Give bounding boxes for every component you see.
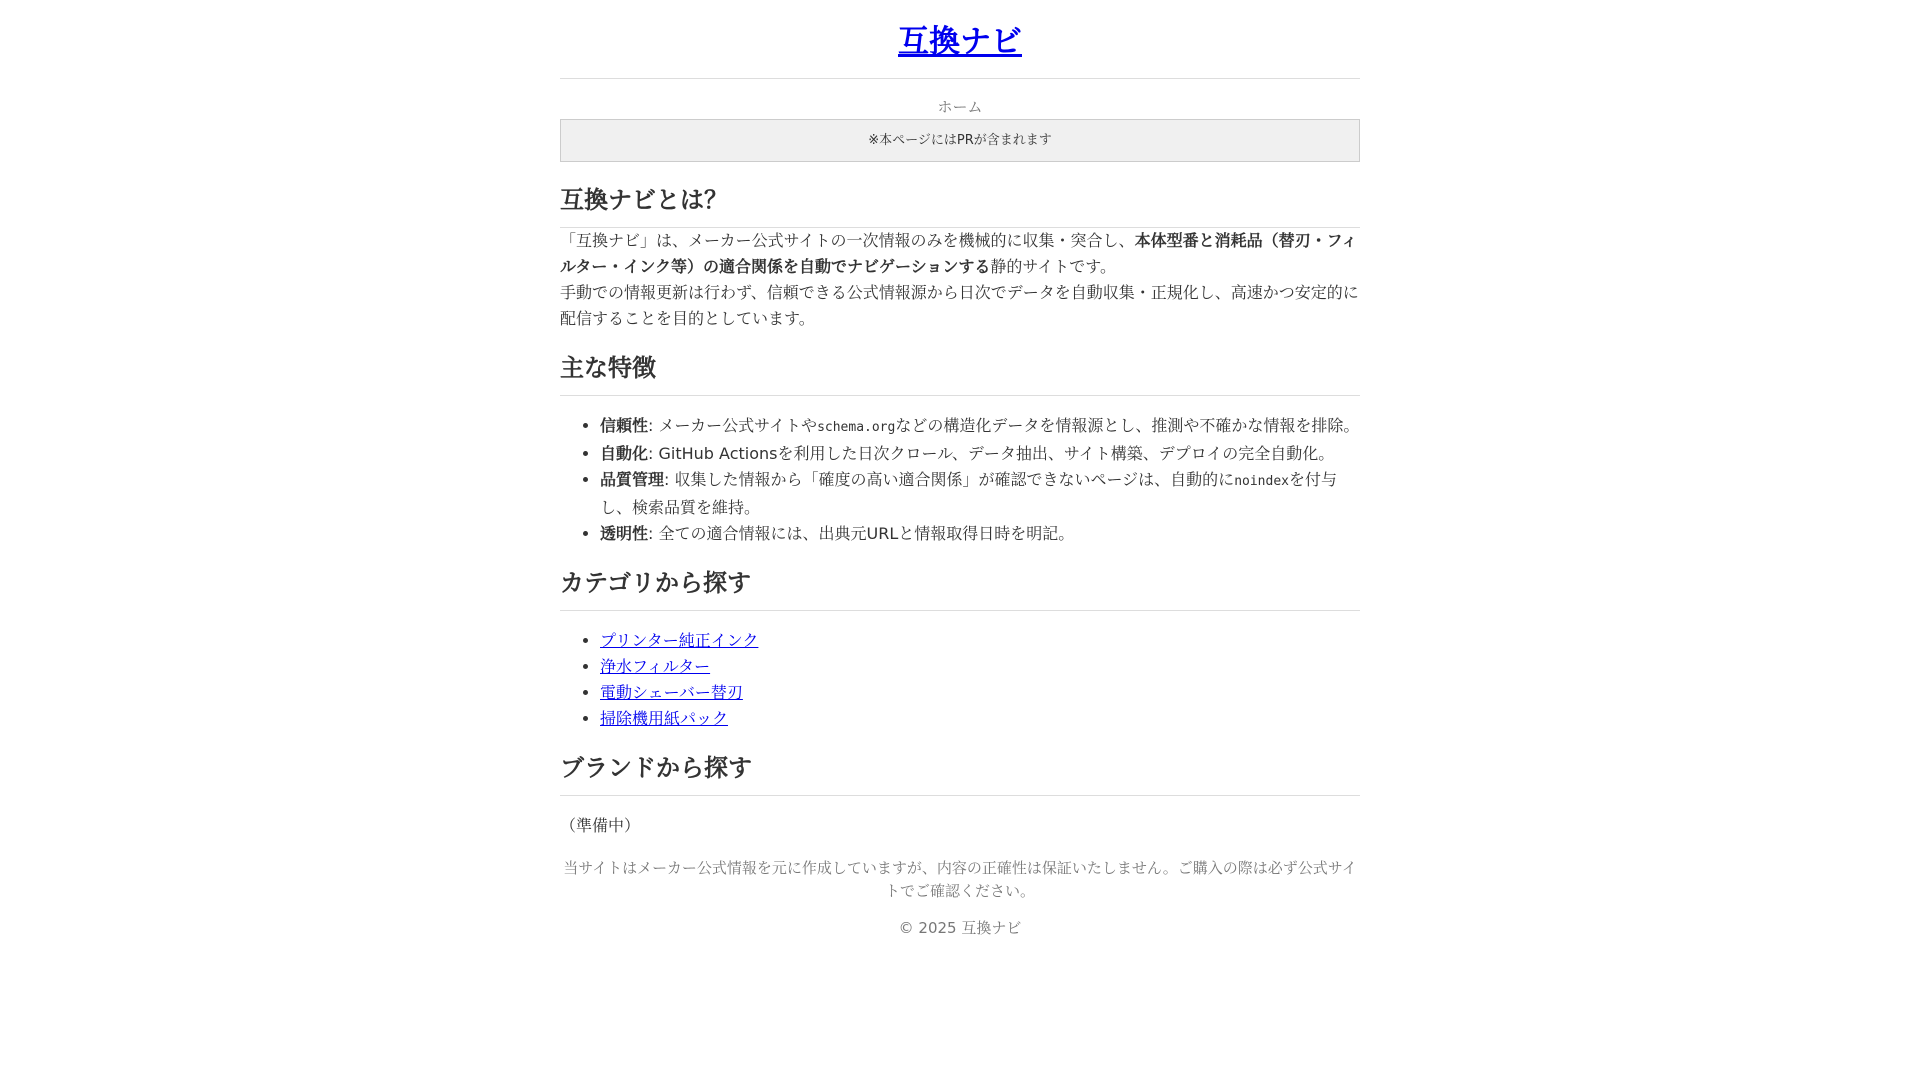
site-footer — [560, 857, 1360, 938]
about-p1-bold: 本体型番と消耗品（替刃・フィルター・インク等）の適合関係を自動でナビゲーションする — [560, 231, 1358, 276]
about-section — [560, 185, 1360, 332]
feature-code: schema.org — [817, 420, 896, 435]
breadcrumb-home: ホーム — [937, 98, 983, 116]
categories-list — [560, 628, 1360, 732]
features-list — [560, 413, 1360, 547]
feature-text-before: : 収集した情報から「確度の高い適合関係」が確認できないページは、自動的に — [664, 470, 1235, 489]
category-link-vacuum-bag[interactable]: 掃除機用紙パック — [600, 709, 729, 728]
footer-copyright: © 2025 互換ナビ — [898, 919, 1022, 937]
category-item — [600, 628, 1360, 654]
site-title-link[interactable]: 互換ナビ — [898, 24, 1022, 60]
feature-text-after: を付与し、検索品質を維持。 — [600, 470, 1337, 517]
category-item — [600, 654, 1360, 680]
features-section — [560, 353, 1360, 547]
feature-code: noindex — [1234, 474, 1289, 489]
brands-note: （準備中） — [560, 816, 641, 835]
feature-item-transparency — [600, 521, 1360, 547]
feature-title: 品質管理 — [600, 470, 665, 489]
category-link-shaver-blade[interactable]: 電動シェーバー替刃 — [600, 683, 743, 702]
feature-text-before: : メーカー公式サイトや — [648, 416, 818, 435]
footer-disclaimer: 当サイトはメーカー公式情報を元に作成していますが、内容の正確性は保証いたしません。ご購入の際は必ず公式サイトでご確認ください。 — [563, 859, 1357, 900]
features-heading: 主な特徴 — [560, 353, 1360, 396]
category-item — [600, 680, 1360, 706]
feature-item-reliability — [600, 413, 1360, 441]
category-link-printer-ink[interactable]: プリンター純正インク — [600, 631, 759, 650]
page-container — [560, 0, 1360, 938]
about-p1-end: 静的サイトです。 — [990, 257, 1117, 276]
feature-title: 透明性 — [600, 524, 649, 543]
about-paragraph-1 — [560, 228, 1360, 280]
feature-title: 自動化 — [600, 444, 649, 463]
category-item — [600, 706, 1360, 732]
brands-heading: ブランドから探す — [560, 753, 1360, 796]
about-heading: 互換ナビとは？ — [560, 185, 1360, 228]
feature-text-after: などの構造化データを情報源とし、推測や不確かな情報を排除。 — [895, 416, 1360, 435]
about-paragraph-2: 手動での情報更新は行わず、信頼できる公式情報源から日次でデータを自動収集・正規化し、高速かつ安定的に配信することを目的としています。 — [560, 283, 1359, 328]
breadcrumb — [560, 98, 1360, 116]
category-link-water-filter[interactable]: 浄水フィルター — [600, 657, 711, 676]
feature-title: 信頼性 — [600, 416, 649, 435]
site-header — [560, 0, 1360, 79]
feature-item-quality — [600, 467, 1360, 521]
brands-section — [560, 753, 1360, 839]
feature-text: : GitHub Actionsを利用した日次クロール、データ抽出、サイト構築、デプロイの完全自動化。 — [648, 444, 1335, 463]
categories-heading: カテゴリから探す — [560, 568, 1360, 611]
about-p1-start: 「互換ナビ」は、メーカー公式サイトの一次情報のみを機械的に収集・突合し、 — [560, 231, 1135, 250]
categories-section — [560, 568, 1360, 732]
pr-notice: ※本ページにはPRが含まれます — [560, 119, 1360, 162]
feature-item-automation — [600, 441, 1360, 467]
feature-text: : 全ての適合情報には、出典元URLと情報取得日時を明記。 — [648, 524, 1075, 543]
